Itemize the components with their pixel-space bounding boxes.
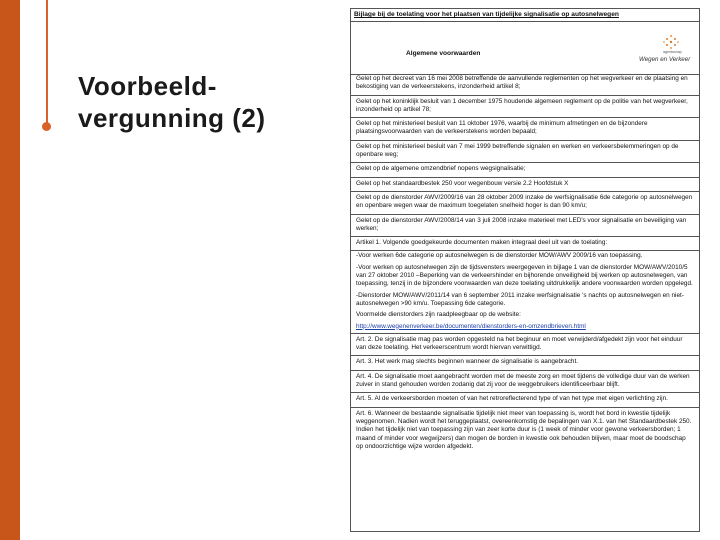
- accent-dot: [42, 122, 51, 131]
- document-subtitle: Algemene voorwaarden: [406, 50, 481, 57]
- article-1-item: -Dienstorder MOW/AWV/2011/14 van 6 september 2011 inzake werfsignalisatie 's nachts op autosnelwegen en niet-autosnelwegen >90 km/u. Toepassing 6de categorie.: [356, 291, 684, 307]
- article-1-website-label: Voormelde dienstorders zijn raadpleegbaar op de website:: [356, 311, 521, 319]
- article-1-link-row: [351, 322, 699, 334]
- wegen-en-verkeer-logo: [633, 32, 691, 70]
- permit-document: [350, 8, 700, 532]
- article-3: Art. 3. Het werk mag slechts beginnen wanneer de signalisatie is aangebracht.: [351, 356, 699, 370]
- dienstorders-link[interactable]: http://www.wegenenverkeer.be/documenten/dienstorders-en-omzendbrieven.html: [356, 322, 586, 330]
- accent-line: [46, 0, 48, 126]
- article-1-intro: Artikel 1. Volgende goedgekeurde documenten maken integraal deel uit van de toelating:: [351, 237, 699, 251]
- logo-text: Wegen en Verkeer: [639, 56, 691, 63]
- article-1-item: -Voor werken 6de categorie op autosnelwegen is de dienstorder MOW/AWV 2009/16 van toepassing.: [356, 252, 643, 260]
- document-head-row: [351, 21, 699, 75]
- article-6: Art. 6. Wanneer de bestaande signalisatie tijdelijk niet meer van toepassing is, wordt het bord in kwestie tijdelijk weggenomen. Nadien wordt het teruggeplaatst, overeenkomstig de bepalingen van X.1. van het Standaardbestek 250. Indien het tijdelijk niet van toepassing zijn van zeer korte duur is (1 week of minder voor gewone verkeersborden; 1 maand of minder voor wegwijzers) dan mogen de borden in kwestie ook behouden blijven, maar moet de boodschap op ondoorzichtige wijze worden afgedekt.: [356, 409, 692, 450]
- legal-basis-paragraph: Gelet op het ministerieel besluit van 11 oktober 1976, waarbij de minimum afmetingen en de bijzondere plaatsingsvoorwaarden van de verkeerstekens worden bepaald;: [351, 118, 699, 141]
- article-5: Art. 5. Al de verkeersborden moeten of van het retroreflecterend type of van het type met eigen verlichting zijn.: [351, 393, 699, 407]
- article-2: Art. 2. De signalisatie mag pas worden opgesteld na het beginuur en moet verwijderd/afgedekt zijn voor het einduur van deze toelating. Het verkeerscentrum wordt hiervan verwittigd.: [351, 334, 699, 357]
- legal-basis-paragraph: Gelet op het standaardbestek 250 voor wegenbouw versie 2.2 Hoofdstuk X: [351, 178, 699, 192]
- document-header-title: Bijlage bij de toelating voor het plaatsen van tijdelijke signalisatie op autosnelwegen: [354, 11, 619, 18]
- legal-basis-paragraph: Gelet op het decreet van 16 mei 2008 betreffende de aanvullende reglementen op het wegverkeer en de plaatsing en bekostiging van de verkeerstekens, inzonderheid artikel 8;: [351, 73, 699, 96]
- document-body: [351, 73, 699, 454]
- legal-basis-paragraph: Gelet op het ministerieel besluit van 7 mei 1999 betreffende signalen en werken en verkeersbelemmeringen op de openbare weg;: [351, 141, 699, 164]
- accent-bar: [0, 0, 20, 540]
- slide-title-line2: vergunning (2): [78, 103, 266, 133]
- legal-basis-paragraph: Gelet op de dienstorder AWV/2009/16 van 28 oktober 2009 inzake de werfsignalisatie 6de categorie op autosnelwegen en openbare wegen waar de maximum toegelaten snelheid hoger is dan 90 km/u;: [351, 192, 699, 215]
- legal-basis-paragraph: Gelet op het koninklijk besluit van 1 december 1975 houdende algemeen reglement op de politie van het wegverkeer, inzonderheid op artikel 78;: [351, 96, 699, 119]
- article-4: Art. 4. De signalisatie moet aangebracht worden met de meeste zorg en moet tijdens de volledige duur van de werken zuiver in stand gehouden worden zodanig dat zij voor de weggebruikers identificeerbaar blijft.: [351, 371, 699, 394]
- logo-mark-icon: [661, 32, 681, 52]
- article-1-item: -Voor werken op autosnelwegen zijn de tijdsvensters weergegeven in bijlage 1 van de dienstorder MOW/AWV/2010/5 van 27 oktober 2010 –Beperking van de verkeershinder en bijhorende onveiligheid bij werken op autosnelwegen, van toepassing, tenzij in de bijzondere voorwaarden van deze toelating uitdrukkelijk andere voorwaarden worden opgelegd.: [356, 263, 693, 288]
- slide-title: [78, 70, 338, 134]
- legal-basis-paragraph: Gelet op de dienstorder AWV/2008/14 van 3 juli 2008 inzake materieel met LED's voor signalisatie en beveiliging van werken;: [351, 215, 699, 238]
- logo-small-text: agentschap: [663, 50, 682, 54]
- slide-title-line1: Voorbeeld-: [78, 71, 217, 101]
- legal-basis-paragraph: Gelet op de algemene omzendbrief nopens wegsignalisatie;: [351, 163, 699, 177]
